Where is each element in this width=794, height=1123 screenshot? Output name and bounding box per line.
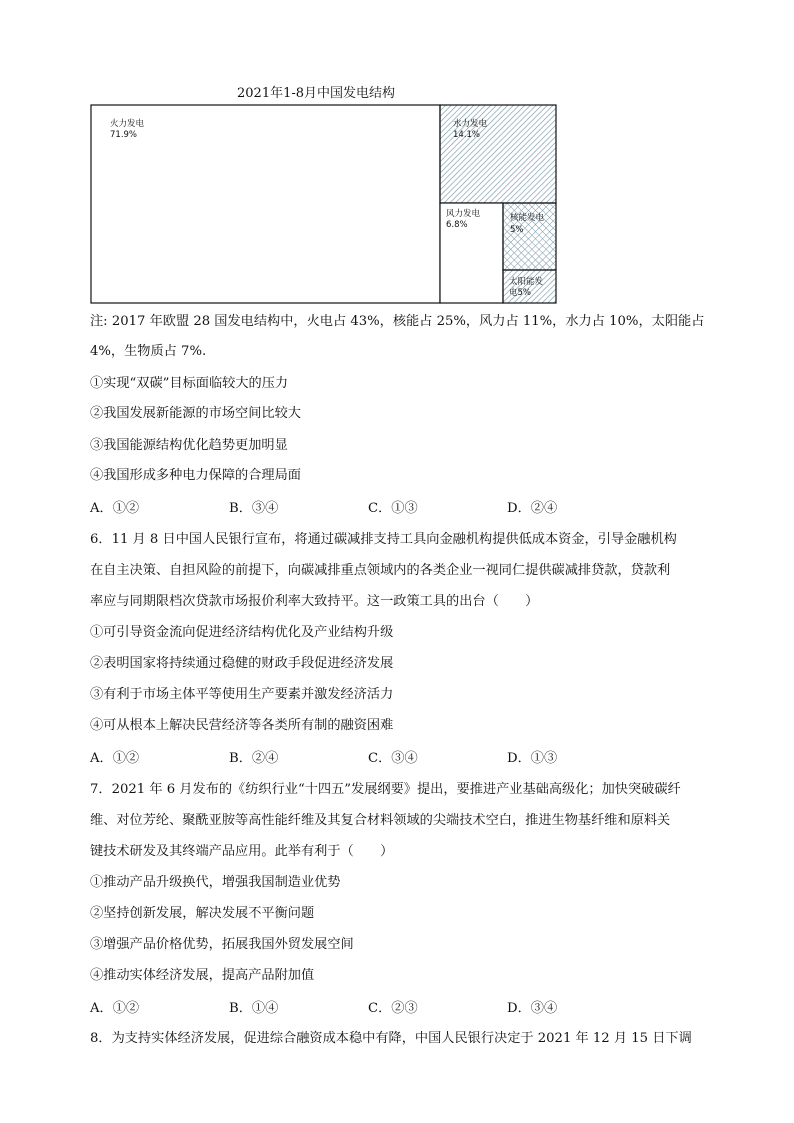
note-line-2: 4%，生物质占 7%. bbox=[90, 344, 207, 359]
note-line-1: 注: 2017 年欧盟 28 国发电结构中，火电占 43%，核能占 25%，风力占 11%，水力占 10%，太阳能占 bbox=[90, 314, 705, 329]
q6-stem-line-1: 6．11 月 8 日中国人民银行宣布，将通过碳减排支持工具向金融机构提供低成本资金，引导金融机构 bbox=[90, 532, 677, 547]
label-solar-value: 电5% bbox=[509, 288, 531, 298]
label-wind-name: 风力发电 bbox=[446, 209, 481, 219]
q7-option-a[interactable]: A．①② bbox=[90, 1001, 140, 1016]
q5-options bbox=[90, 497, 710, 517]
label-thermal-name: 火力发电 bbox=[110, 119, 145, 129]
treemap-chart bbox=[90, 104, 560, 306]
q7-item-1: ①推动产品升级换代，增强我国制造业优势 bbox=[90, 875, 341, 890]
q7-item-4: ④推动实体经济发展，提高产品附加值 bbox=[90, 968, 315, 983]
q7-options bbox=[90, 997, 710, 1017]
q5-item-1: ①实现“双碳”目标面临较大的压力 bbox=[90, 376, 289, 391]
q5-option-a[interactable]: A．①② bbox=[90, 501, 140, 516]
q7-option-b[interactable]: B．①④ bbox=[229, 1001, 279, 1016]
q6-option-b[interactable]: B．②④ bbox=[229, 751, 279, 766]
q6-option-d[interactable]: D．①③ bbox=[507, 751, 558, 766]
q7-item-3: ③增强产品价格优势，拓展我国外贸发展空间 bbox=[90, 937, 354, 952]
label-nuclear-name: 核能发电 bbox=[510, 213, 545, 223]
label-solar-name: 太阳能发 bbox=[509, 277, 544, 287]
q6-option-c[interactable]: C．③④ bbox=[368, 751, 418, 766]
label-wind-value: 6.8% bbox=[446, 220, 468, 230]
label-nuclear-value: 5% bbox=[510, 225, 524, 235]
label-hydro-name: 水力发电 bbox=[453, 119, 488, 129]
q6-item-1: ①可引导资金流向促进经济结构优化及产业结构升级 bbox=[90, 625, 394, 640]
q6-option-a[interactable]: A．①② bbox=[90, 751, 140, 766]
q7-stem-line-2: 维、对位芳纶、聚酰亚胺等高性能纤维及其复合材料领域的尖端技术空白，推进生物基纤维和原料关 bbox=[90, 813, 671, 828]
q5-item-2: ②我国发展新能源的市场空间比较大 bbox=[90, 406, 301, 421]
q5-item-3: ③我国能源结构优化趋势更加明显 bbox=[90, 438, 288, 453]
q5-option-d[interactable]: D．②④ bbox=[507, 501, 558, 516]
chart-title: 2021年1-8月中国发电结构 bbox=[237, 86, 396, 101]
q7-stem-line-3: 键技术研发及其终端产品应用。此举有利于（ ） bbox=[90, 844, 394, 859]
q6-stem-line-2: 在自主决策、自担风险的前提下，向碳减排重点领域内的各类企业一视同仁提供碳减排贷款，贷款利 bbox=[90, 563, 671, 578]
q7-option-c[interactable]: C．②③ bbox=[368, 1001, 418, 1016]
q7-stem-line-1: 7．2021 年 6 月发布的《纺织行业“十四五”发展纲要》提出，要推进产业基础高级化；加快突破碳纤 bbox=[90, 782, 681, 797]
q6-item-3: ③有利于市场主体平等使用生产要素并激发经济活力 bbox=[90, 687, 394, 702]
q5-option-c[interactable]: C．①③ bbox=[368, 501, 418, 516]
label-thermal-value: 71.9% bbox=[110, 130, 138, 140]
q6-item-2: ②表明国家将持续通过稳健的财政手段促进经济发展 bbox=[90, 656, 394, 671]
q6-options bbox=[90, 747, 710, 767]
q6-item-4: ④可从根本上解决民营经济等各类所有制的融资困难 bbox=[90, 718, 394, 733]
q7-option-d[interactable]: D．③④ bbox=[507, 1001, 558, 1016]
label-hydro-value: 14.1% bbox=[453, 130, 481, 140]
q7-item-2: ②坚持创新发展，解决发展不平衡问题 bbox=[90, 906, 315, 921]
q5-item-4: ④我国形成多种电力保障的合理局面 bbox=[90, 468, 301, 483]
q6-stem-line-3: 率应与同期限档次贷款市场报价利率大致持平。这一政策工具的出台（ ） bbox=[90, 594, 539, 609]
q5-option-b[interactable]: B．③④ bbox=[229, 501, 279, 516]
treemap-cell-thermal bbox=[91, 105, 440, 303]
q8-stem-line-1: 8．为支持实体经济发展，促进综合融资成本稳中有降，中国人民银行决定于 2021 年 12 月 15 日下调 bbox=[90, 1031, 692, 1046]
